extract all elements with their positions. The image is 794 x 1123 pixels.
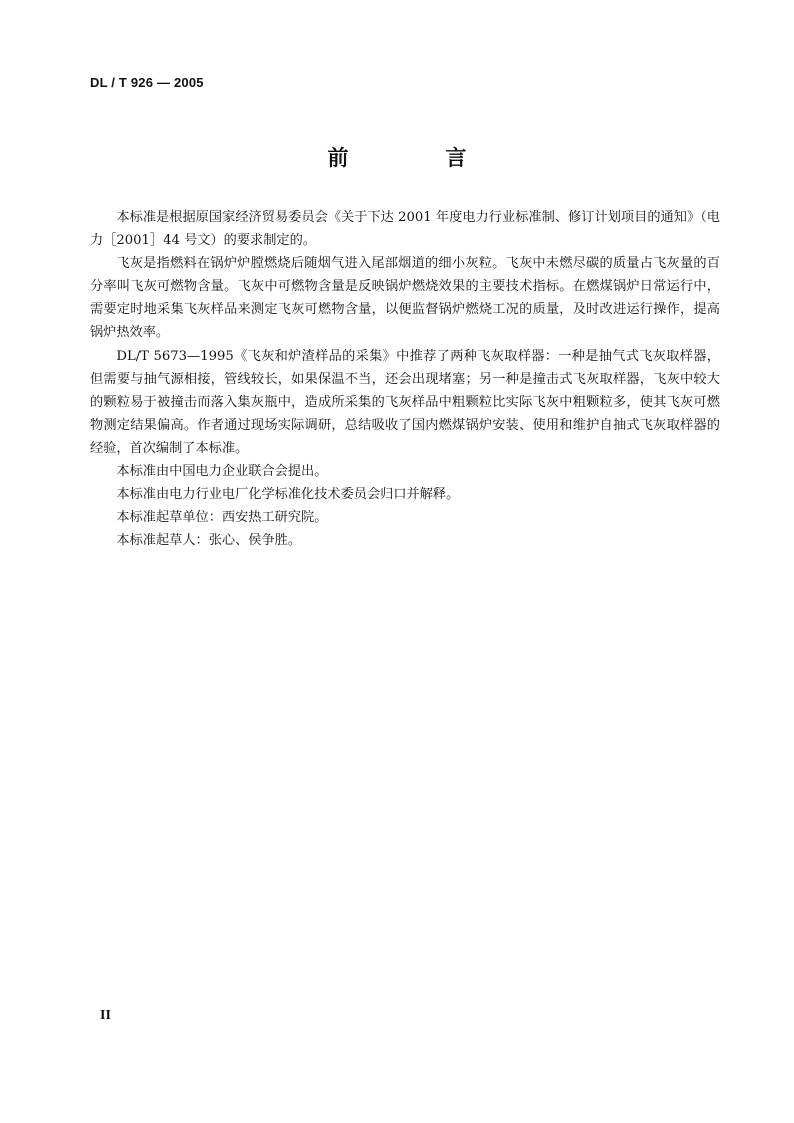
paragraph-committee: 本标准由电力行业电厂化学标准化技术委员会归口并解释。 bbox=[116, 487, 460, 503]
page-title: 前 言 bbox=[327, 146, 505, 170]
foreword-body bbox=[90, 206, 720, 552]
paragraph-sampler-background: DL/T 5673—1995《飞灰和炉渣样品的采集》中推荐了两种飞灰取样器：一种是抽气式飞灰取样器，但需要与抽气源相接，管线较长，如果保温不当，还会出现堵塞；另一种是撞击式飞灰取样器，飞灰中较大的颗粒易于被撞击而落入集灰瓶中，造成所采集的飞灰样品中粗颗粒比实际飞灰中粗颗粒多，使其飞灰可燃物测定结果偏高。作者通过现场实际调研，总结吸收了国内燃煤锅炉安装、使用和维护自抽式飞灰取样器的经验，首次编制了本标准。 bbox=[90, 348, 720, 456]
standard-code: DL / T 926 — 2005 bbox=[90, 75, 204, 90]
paragraph-proposer: 本标准由中国电力企业联合会提出。 bbox=[116, 464, 328, 480]
paragraph-basis: 本标准是根据原国家经济贸易委员会《关于下达 2001 年度电力行业标准制、修订计划项目的通知》（电力［2001］44 号文）的要求制定的。 bbox=[90, 210, 720, 249]
page-number: II bbox=[100, 1008, 111, 1023]
paragraph-fly-ash-definition: 飞灰是指燃料在锅炉炉膛燃烧后随烟气进入尾部烟道的细小灰粒。飞灰中未燃尽碳的质量占飞灰量的百分率叫飞灰可燃物含量。飞灰中可燃物含量是反映锅炉燃烧效果的主要技术指标。在燃煤锅炉日常运行中，需要定时地采集飞灰样品来测定飞灰可燃物含量，以便监督锅炉燃烧工况的质量，及时改进运行操作，提高锅炉热效率。 bbox=[90, 256, 720, 341]
paragraph-drafters: 本标准起草人：张心、侯争胜。 bbox=[116, 533, 302, 549]
paragraph-drafting-unit: 本标准起草单位：西安热工研究院。 bbox=[116, 510, 328, 526]
